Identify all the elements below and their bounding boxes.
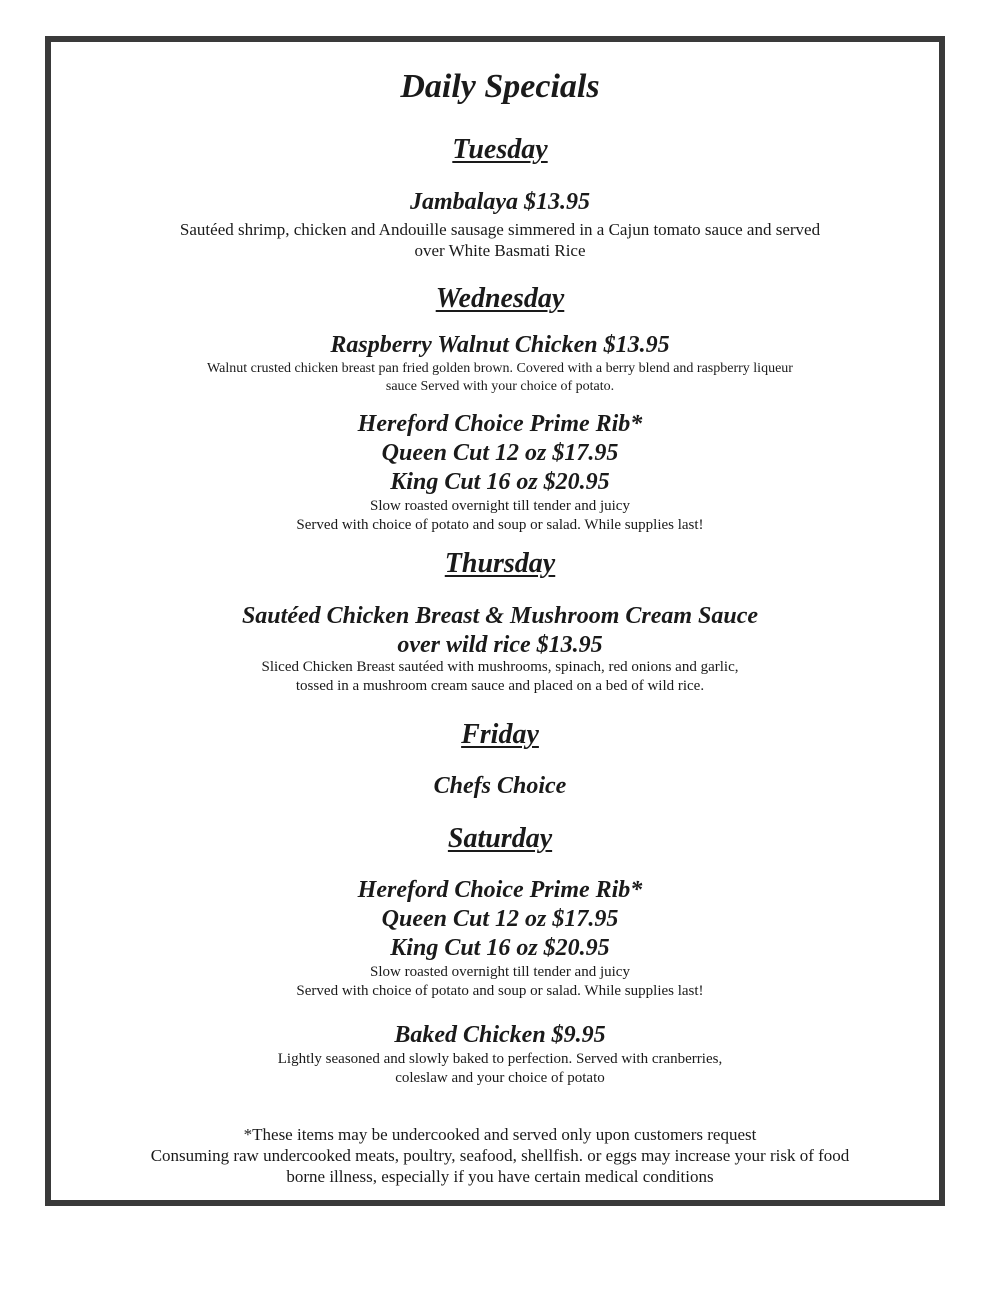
dish-description [0,497,1000,535]
description-line: sauce Served with your choice of potato. [385,379,615,394]
description-line: Slow roasted overnight till tender and juicy [370,964,630,980]
day-heading-saturday: Saturday [447,823,553,854]
dish-name: Baked Chicken $9.95 [394,1022,606,1048]
dish-description [0,1050,1000,1088]
dish-name: Chefs Choice [433,773,567,799]
dish-name: Jambalaya $13.95 [410,189,590,215]
dish-description [0,658,1000,696]
description-line: Slow roasted overnight till tender and juicy [370,498,630,514]
description-line: Sliced Chicken Breast sautéed with mushrooms, spinach, red onions and garlic, [261,659,739,675]
dish-description [0,360,1000,396]
description-line: Served with choice of potato and soup or salad. While supplies last! [296,517,704,533]
day-heading-tuesday: Tuesday [452,134,548,165]
description-line: tossed in a mushroom cream sauce and placed on a bed of wild rice. [295,678,705,694]
description-line: Served with choice of potato and soup or salad. While supplies last! [296,983,704,999]
footnote-line: borne illness, especially if you have certain medical conditions [286,1167,714,1186]
description-line: Lightly seasoned and slowly baked to perfection. Served with cranberries, [277,1051,723,1067]
dish-name-line: Hereford Choice Prime Rib* [357,877,643,903]
dish-name: Raspberry Walnut Chicken $13.95 [330,332,670,358]
footnote-line: *These items may be undercooked and served only upon customers request [243,1125,757,1144]
description-line: Walnut crusted chicken breast pan fried golden brown. Covered with a berry blend and raspberry liqueur [207,361,793,376]
dish-name [0,602,1000,660]
footnote-line: Consuming raw undercooked meats, poultry, seafood, shellfish. or eggs may increase your risk of food [150,1146,850,1165]
description-line: Sautéed shrimp, chicken and Andouille sausage simmered in a Cajun tomato sauce and served [179,220,821,239]
dish-name [0,410,1000,497]
day-heading-friday: Friday [461,719,539,750]
dish-description [0,963,1000,1001]
dish-name-line: Queen Cut 12 oz $17.95 [381,906,619,932]
dish-name-line: King Cut 16 oz $20.95 [390,469,610,495]
day-heading-thursday: Thursday [444,548,556,579]
dish-name-line: King Cut 16 oz $20.95 [390,935,610,961]
page-title: Daily Specials [400,68,600,105]
day-heading-wednesday: Wednesday [435,283,565,314]
dish-name [0,876,1000,963]
description-line: over White Basmati Rice [414,241,586,260]
dish-name-line: Hereford Choice Prime Rib* [357,411,643,437]
footnote [0,1124,1000,1187]
dish-name-line: over wild rice $13.95 [397,632,603,658]
dish-name-line: Queen Cut 12 oz $17.95 [381,440,619,466]
dish-name-line: Sautéed Chicken Breast & Mushroom Cream Sauce [241,603,759,629]
dish-description [0,219,1000,261]
description-line: coleslaw and your choice of potato [395,1070,605,1086]
